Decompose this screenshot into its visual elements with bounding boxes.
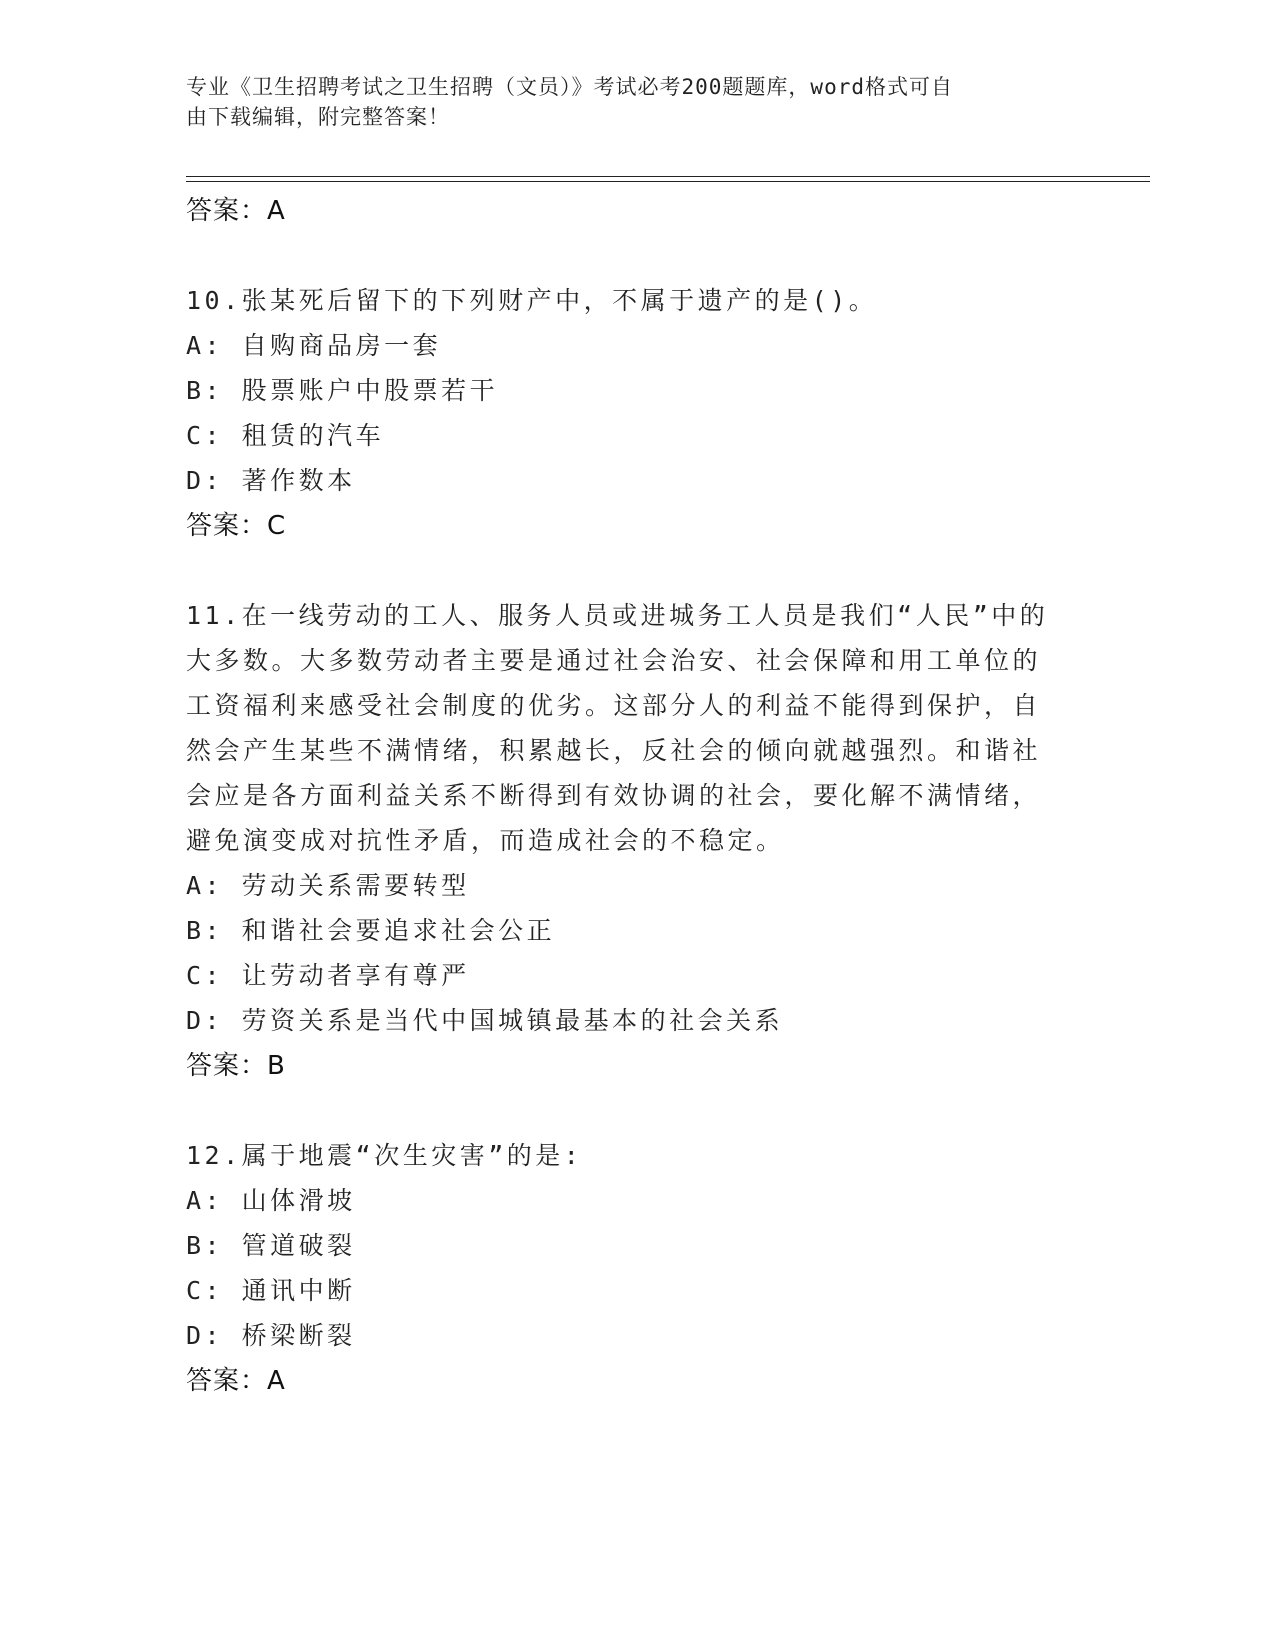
option-a: A: 劳动关系需要转型 [186,871,470,900]
stem-line: 工资福利来感受社会制度的优劣。这部分人的利益不能得到保护，自 [186,691,1042,720]
option-a: A: 山体滑坡 [186,1186,356,1215]
option-d: D: 著作数本 [186,466,356,495]
question-block [186,278,1086,549]
stem-line: 大多数。大多数劳动者主要是通过社会治安、社会保障和用工单位的 [186,646,1042,675]
header-divider-top [186,176,1150,177]
answer-line: 答案：A [186,1366,286,1396]
question-stem: 12.属于地震“次生灾害”的是: [186,1141,583,1170]
question-list [186,188,1086,1404]
question-block [186,1133,1086,1404]
question-block [186,593,1086,1089]
question-stem: 10.张某死后留下的下列财产中，不属于遗产的是()。 [186,286,878,315]
question-spacer [186,234,1086,278]
stem-line: 避免演变成对抗性矛盾，而造成社会的不稳定。 [186,826,785,855]
option-d: D: 桥梁断裂 [186,1321,356,1350]
answer-line: 答案：B [186,1051,286,1081]
option-c: C: 让劳动者享有尊严 [186,961,470,990]
stem-line: 然会产生某些不满情绪，积累越长，反社会的倾向就越强烈。和谐社 [186,736,1042,765]
question-stem [186,593,1086,863]
option-c: C: 租赁的汽车 [186,421,385,450]
answer-line: 答案：A [186,196,286,226]
option-b: B: 管道破裂 [186,1231,356,1260]
option-a: A: 自购商品房一套 [186,331,442,360]
answer-line: 答案：C [186,511,287,541]
header-line-2: 由下载编辑，附完整答案！ [186,105,450,129]
option-b: B: 股票账户中股票若干 [186,376,499,405]
stem-line: 11.在一线劳动的工人、服务人员或进城务工人员是我们“人民”中的 [186,601,1049,630]
header-line-1: 专业《卫生招聘考试之卫生招聘（文员）》考试必考200题题库，word格式可自 [186,75,953,99]
option-c: C: 通讯中断 [186,1276,356,1305]
question-spacer [186,1089,1086,1133]
header-divider-bottom [186,181,1150,182]
stem-line: 会应是各方面利益关系不断得到有效协调的社会，要化解不满情绪， [186,781,1042,810]
option-d: D: 劳资关系是当代中国城镇最基本的社会关系 [186,1006,784,1035]
question-spacer [186,549,1086,593]
document-header [186,72,1066,132]
option-b: B: 和谐社会要追求社会公正 [186,916,556,945]
